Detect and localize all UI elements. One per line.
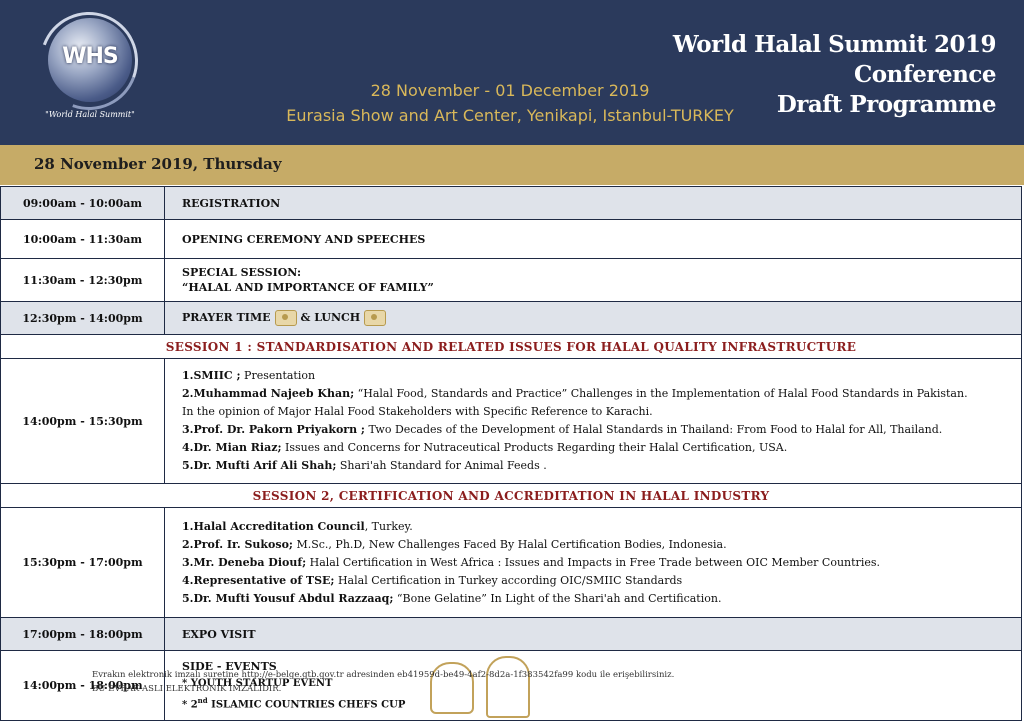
side-events-title: SIDE - EVENTS <box>182 659 277 673</box>
talk-title: M.Sc., Ph.D, New Challenges Faced By Halal Certification Bodies, Indonesia. <box>292 537 727 551</box>
table-row <box>1 259 1022 302</box>
speaker-name: 4.Dr. Mian Riaz; <box>182 441 282 454</box>
lunch-plate-icon <box>364 310 386 326</box>
side-event-2 <box>182 692 1021 713</box>
row-label: REGISTRATION <box>165 187 1022 220</box>
session-heading-row <box>1 335 1022 359</box>
lunch-label: & LUNCH <box>300 311 361 324</box>
event-venue: Eurasia Show and Art Center, Yenikapi, Istanbul-TURKEY <box>286 106 734 125</box>
special-session-label: SPECIAL SESSION: <box>182 266 302 279</box>
speaker-item <box>182 367 1021 385</box>
special-session-topic: “HALAL AND IMPORTANCE OF FAMILY” <box>182 281 434 294</box>
title-line-1: World Halal Summit 2019 <box>672 31 996 58</box>
row-label <box>165 302 1022 335</box>
table-row <box>1 220 1022 259</box>
talk-title: Halal Certification in Turkey according OIC/SMIIC Standards <box>334 573 683 587</box>
row-time: 14:00pm - 15:30pm <box>1 359 165 484</box>
session-2-title: SESSION 2, CERTIFICATION AND ACCREDITATION IN HALAL INDUSTRY <box>1 484 1022 508</box>
session-2-content <box>165 508 1022 618</box>
speaker-name: 3.Mr. Deneba Diouf; <box>182 555 307 569</box>
title-line-2: Conference <box>853 61 996 88</box>
row-time: 11:30am - 12:30pm <box>1 259 165 302</box>
talk-title: Presentation <box>240 369 316 382</box>
header-banner <box>0 0 1024 145</box>
speaker-item <box>182 554 1021 572</box>
speaker-item <box>182 421 1021 439</box>
talk-title: Shari'ah Standard for Animal Feeds . <box>336 459 547 472</box>
e-signature-note: Evrakın elektronik imzalı suretine http://e-belge.gtb.gov.tr adresinden eb41959d-be49-4af2-8d2a-1f383542fa99 kodu ile erişebilirsiniz. <box>92 670 675 680</box>
session-1-content <box>165 359 1022 484</box>
speaker-item <box>182 385 1021 403</box>
talk-title: Issues and Concerns for Nutraceutical Products Regarding their Halal Certification, USA. <box>281 441 788 454</box>
talk-title: In the opinion of Major Halal Food Stakeholders with Specific Reference to Karachi. <box>182 405 653 418</box>
row-time: 14:00pm - 18:00pm <box>1 651 165 721</box>
day-band <box>0 145 1024 185</box>
table-row <box>1 302 1022 335</box>
side-event-2-prefix: * 2 <box>182 699 198 711</box>
day-heading: 28 November 2019, Thursday <box>34 155 282 173</box>
prayer-label: PRAYER TIME <box>182 311 271 324</box>
table-row <box>1 187 1022 220</box>
prayer-icon <box>275 310 297 326</box>
rocket-icon <box>486 656 530 718</box>
speaker-name: 5.Dr. Mufti Yousuf Abdul Razzaaq; <box>182 591 394 605</box>
row-time: 12:30pm - 14:00pm <box>1 302 165 335</box>
side-events-content <box>165 651 1022 721</box>
session-1-title: SESSION 1 : STANDARDISATION AND RELATED ISSUES FOR HALAL QUALITY INFRASTRUCTURE <box>1 335 1022 359</box>
speaker-item <box>182 403 1021 421</box>
table-row <box>1 508 1022 618</box>
speaker-item <box>182 590 1021 608</box>
speaker-name: 3.Prof. Dr. Pakorn Priyakorn ; <box>182 423 365 436</box>
speaker-item <box>182 572 1021 590</box>
row-time: 10:00am - 11:30am <box>1 220 165 259</box>
programme-title <box>673 30 996 120</box>
row-time: 17:00pm - 18:00pm <box>1 618 165 651</box>
speaker-name: 1.Halal Accreditation Council <box>182 519 365 533</box>
logo-caption: "World Halal Summit" <box>45 110 135 119</box>
side-event-1: * YOUTH STARTUP EVENT <box>182 677 333 689</box>
event-dates: 28 November - 01 December 2019 <box>370 81 650 100</box>
talk-title: “Halal Food, Standards and Practice” Challenges in the Implementation of Halal Food Standards in Pakistan. <box>354 387 968 400</box>
speaker-item <box>182 536 1021 554</box>
table-row <box>1 618 1022 651</box>
row-label: OPENING CEREMONY AND SPEECHES <box>165 220 1022 259</box>
table-row <box>1 359 1022 484</box>
row-time: 09:00am - 10:00am <box>1 187 165 220</box>
speaker-name: 2.Prof. Ir. Sukoso; <box>182 537 293 551</box>
session-2-list <box>165 514 1021 612</box>
logo-text: WHS <box>62 44 118 69</box>
speaker-name: 2.Muhammad Najeeb Khan; <box>182 387 355 400</box>
side-event-2-text: ISLAMIC COUNTRIES CHEFS CUP <box>207 699 406 711</box>
speaker-item <box>182 439 1021 457</box>
title-line-3: Draft Programme <box>776 91 996 118</box>
row-time: 15:30pm - 17:00pm <box>1 508 165 618</box>
talk-title: Two Decades of the Development of Halal Standards in Thailand: From Food to Halal for All, Thailand. <box>364 423 943 436</box>
session-1-list <box>165 363 1021 479</box>
programme-table <box>0 186 1022 721</box>
row-label <box>165 259 1022 302</box>
talk-title: “Bone Gelatine” In Light of the Shari'ah and Certification. <box>393 591 722 605</box>
side-event-2-sup: nd <box>197 695 208 705</box>
e-signature-note-2: BU EVRAK ASLI ELEKTRONİK İMZALIDIR. <box>92 684 282 694</box>
speaker-item <box>182 457 1021 475</box>
speaker-name: 5.Dr. Mufti Arif Ali Shah; <box>182 459 337 472</box>
whs-logo <box>38 14 140 126</box>
session-heading-row <box>1 484 1022 508</box>
speaker-name: 1.SMIIC ; <box>182 369 241 382</box>
talk-title: Halal Certification in West Africa : Issues and Impacts in Free Trade between OIC Member Countries. <box>306 555 880 569</box>
speaker-name: 4.Representative of TSE; <box>182 573 335 587</box>
talk-title: , Turkey. <box>364 519 413 533</box>
side-event-icons <box>430 656 540 716</box>
row-label: EXPO VISIT <box>165 618 1022 651</box>
speaker-item <box>182 518 1021 536</box>
